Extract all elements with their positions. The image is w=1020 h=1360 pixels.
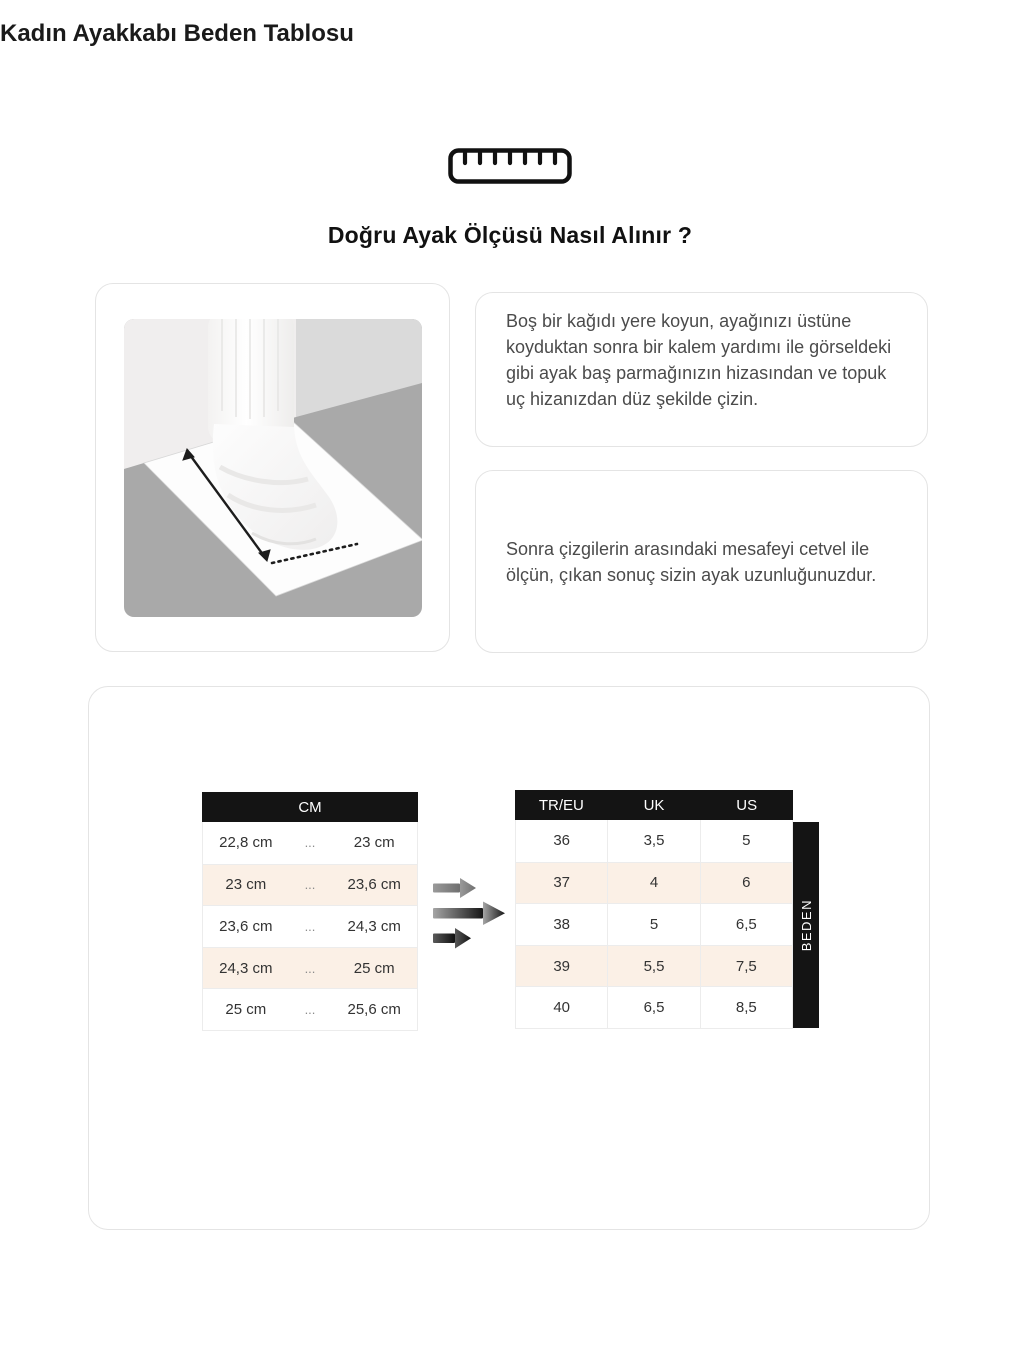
header-cell-uk: UK	[643, 796, 665, 814]
table-row	[516, 945, 792, 987]
cm-range-start: 23,6 cm	[219, 917, 273, 935]
cm-range-start: 25 cm	[225, 1001, 267, 1019]
arrows-right-icon	[433, 875, 509, 956]
range-ellipsis: ...	[304, 918, 316, 934]
size-cell-uk: 3,5	[607, 820, 699, 862]
size-cell-us: 6	[700, 863, 792, 904]
beden-label: BEDEN	[798, 898, 814, 952]
size-cell-tr-eu: 37	[553, 874, 570, 892]
table-row	[203, 905, 417, 947]
table-row	[203, 988, 417, 1030]
cm-range-end: 25 cm	[353, 959, 395, 977]
size-cell-uk: 5	[607, 904, 699, 945]
size-cell-tr-eu: 38	[553, 915, 570, 933]
foot-measurement-photo	[124, 319, 422, 617]
size-cell-us: 8,5	[700, 987, 792, 1028]
size-cell-us: 5	[700, 820, 792, 862]
size-cell-uk: 4	[607, 863, 699, 904]
size-table-header-row	[515, 790, 793, 820]
ruler-icon	[448, 148, 572, 184]
range-ellipsis: ...	[304, 835, 316, 851]
instruction-card-2	[475, 470, 928, 653]
range-ellipsis: ...	[304, 877, 316, 893]
beden-side-bar	[793, 822, 819, 1028]
size-cell-uk: 6,5	[607, 987, 699, 1028]
instruction-step-2: Sonra çizgilerin arasındaki mesafeyi cetvel ile ölçün, çıkan sonuç sizin ayak uzunluğunuzdur.	[506, 538, 877, 585]
size-cell-tr-eu: 40	[553, 999, 570, 1017]
range-ellipsis: ...	[304, 960, 316, 976]
cm-range-start: 22,8 cm	[219, 834, 273, 852]
cm-range-start: 24,3 cm	[219, 959, 273, 977]
cm-range-end: 24,3 cm	[347, 917, 401, 935]
table-row	[203, 864, 417, 906]
size-table-content	[88, 686, 930, 1230]
cm-table-header	[202, 792, 418, 822]
cm-range-start: 23 cm	[225, 876, 267, 894]
header-cell-us: US	[736, 796, 758, 814]
page-title: Doğru Ayak Ölçüsü Nasıl Alınır ?	[327, 222, 693, 248]
cm-table	[202, 792, 418, 1031]
range-ellipsis: ...	[304, 1002, 316, 1018]
table-row	[516, 862, 792, 904]
header-cell-tr-eu: TR/EU	[538, 796, 584, 814]
cm-table-body	[202, 822, 418, 1031]
table-row	[516, 903, 792, 945]
size-cell-tr-eu: 39	[553, 957, 570, 975]
table-row	[516, 820, 792, 862]
size-cell-tr-eu: 36	[553, 832, 570, 850]
size-table-body	[515, 820, 793, 1029]
international-size-table	[515, 790, 793, 1029]
ruler-icon	[0, 148, 1020, 184]
instruction-step-1: Boş bir kağıdı yere koyun, ayağınızı üstüne koyduktan sonra bir kalem yardımı ile görseldeki gibi ayak baş parmağınızın hizasından ve topuk uç hizanızdan düz şekilde çizin.	[506, 311, 892, 409]
cm-range-end: 23,6 cm	[347, 876, 401, 894]
table-row	[203, 822, 417, 864]
cm-range-end: 23 cm	[353, 834, 395, 852]
size-cell-us: 6,5	[700, 904, 792, 945]
table-row	[516, 986, 792, 1028]
table-row	[203, 947, 417, 989]
size-table-title: Kadın Ayakkabı Beden Tablosu	[0, 19, 354, 47]
size-cell-us: 7,5	[700, 946, 792, 987]
photo-card	[95, 283, 450, 652]
size-cell-uk: 5,5	[607, 946, 699, 987]
cm-header-label: CM	[298, 798, 322, 816]
cm-range-end: 25,6 cm	[347, 1001, 401, 1019]
instruction-card-1	[475, 292, 928, 447]
